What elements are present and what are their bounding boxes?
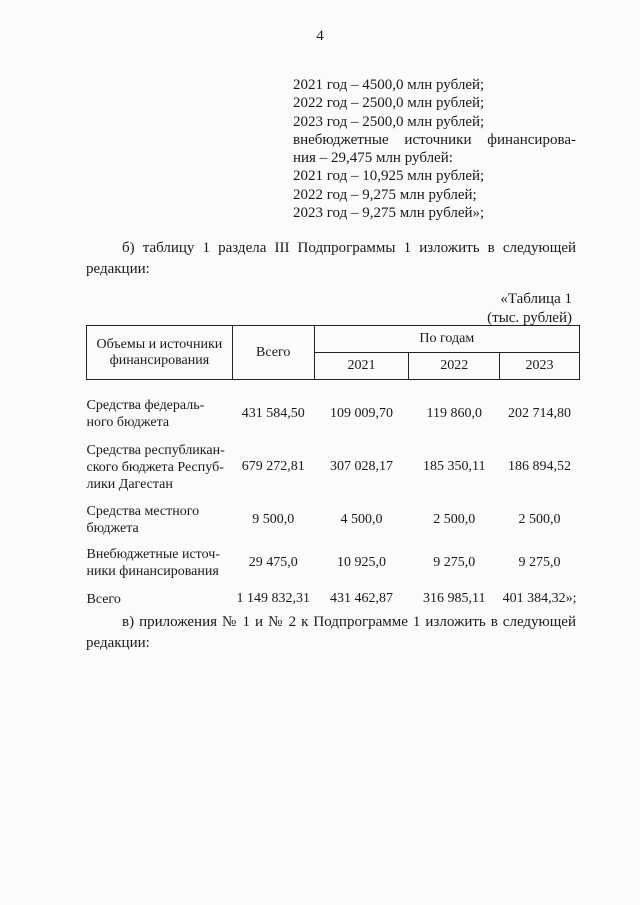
paragraph-v-line: редакции: bbox=[86, 635, 150, 651]
row-label: Средства федераль- ного бюджета bbox=[86, 398, 205, 430]
cell-total: 29 475,0 bbox=[248, 555, 298, 570]
row-label: Средства республикан- ского бюджета Респуб- лики Дагестан bbox=[86, 442, 225, 492]
table-row-local bbox=[87, 498, 580, 542]
cell-total: 1 149 832,31 bbox=[236, 591, 310, 606]
funding-line: 2023 год – 2500,0 млн рублей; bbox=[293, 113, 485, 130]
header-year: 2023 bbox=[500, 353, 580, 380]
header-by-years: По годам bbox=[314, 326, 579, 353]
table-caption bbox=[487, 290, 572, 328]
paragraph-v bbox=[86, 612, 576, 654]
paragraph-b-line: б) таблицу 1 раздела III Подпрограммы 1 изложить в следующей bbox=[122, 240, 576, 256]
page-number: 4 bbox=[316, 28, 324, 44]
table-row-total bbox=[87, 584, 580, 614]
cell-2022: 185 350,11 bbox=[422, 459, 486, 474]
cell-2022: 316 985,11 bbox=[422, 591, 486, 606]
row-label: Средства местного бюджета bbox=[86, 504, 200, 536]
row-label: Внебюджетные источ- ники финансирования bbox=[86, 547, 220, 579]
header-year: 2021 bbox=[314, 353, 409, 380]
paragraph-b-line: редакции: bbox=[86, 261, 150, 277]
cell-2022: 119 860,0 bbox=[426, 406, 482, 421]
header-year: 2022 bbox=[409, 353, 500, 380]
funding-line: ния – 29,475 млн рублей: bbox=[293, 150, 453, 167]
cell-2023: 202 714,80 bbox=[508, 406, 572, 421]
row-label: Всего bbox=[86, 591, 121, 607]
funding-line: внебюджетные источники финансирова- bbox=[293, 131, 576, 148]
funding-line: 2021 год – 10,925 млн рублей; bbox=[293, 168, 485, 185]
paragraph-b bbox=[86, 238, 576, 280]
table-row-republican bbox=[87, 436, 580, 498]
cell-2023: 401 384,32»; bbox=[502, 591, 577, 606]
funding-line: 2023 год – 9,275 млн рублей»; bbox=[293, 205, 485, 222]
paragraph-v-line: в) приложения № 1 и № 2 к Подпрограмме 1 изложить в следующей bbox=[122, 614, 576, 630]
cell-2023: 9 275,0 bbox=[518, 555, 561, 570]
funding-line: 2022 год – 9,275 млн рублей; bbox=[293, 186, 477, 203]
cell-2021: 431 462,87 bbox=[329, 591, 393, 606]
table-row-federal bbox=[87, 380, 580, 437]
cell-2022: 2 500,0 bbox=[433, 512, 476, 527]
header-total: Всего bbox=[232, 326, 314, 380]
header-source: Объемы и источники финансирования bbox=[87, 326, 233, 380]
cell-2023: 186 894,52 bbox=[508, 459, 572, 474]
cell-total: 9 500,0 bbox=[252, 512, 295, 527]
funding-line: 2021 год – 4500,0 млн рублей; bbox=[293, 77, 485, 93]
funding-list bbox=[293, 76, 576, 222]
cell-2022: 9 275,0 bbox=[433, 555, 476, 570]
cell-total: 679 272,81 bbox=[241, 459, 305, 474]
cell-2021: 10 925,0 bbox=[336, 555, 386, 570]
table-row-extrabudgetary bbox=[87, 542, 580, 584]
table-caption-title: «Таблица 1 bbox=[500, 291, 572, 307]
cell-2021: 109 009,70 bbox=[329, 406, 393, 421]
cell-total: 431 584,50 bbox=[241, 406, 305, 421]
cell-2021: 4 500,0 bbox=[340, 512, 383, 527]
financing-table bbox=[86, 325, 580, 614]
cell-2023: 2 500,0 bbox=[518, 512, 561, 527]
cell-2021: 307 028,17 bbox=[329, 459, 393, 474]
funding-line: 2022 год – 2500,0 млн рублей; bbox=[293, 95, 485, 112]
table-caption-unit: (тыс. рублей) bbox=[487, 310, 572, 326]
